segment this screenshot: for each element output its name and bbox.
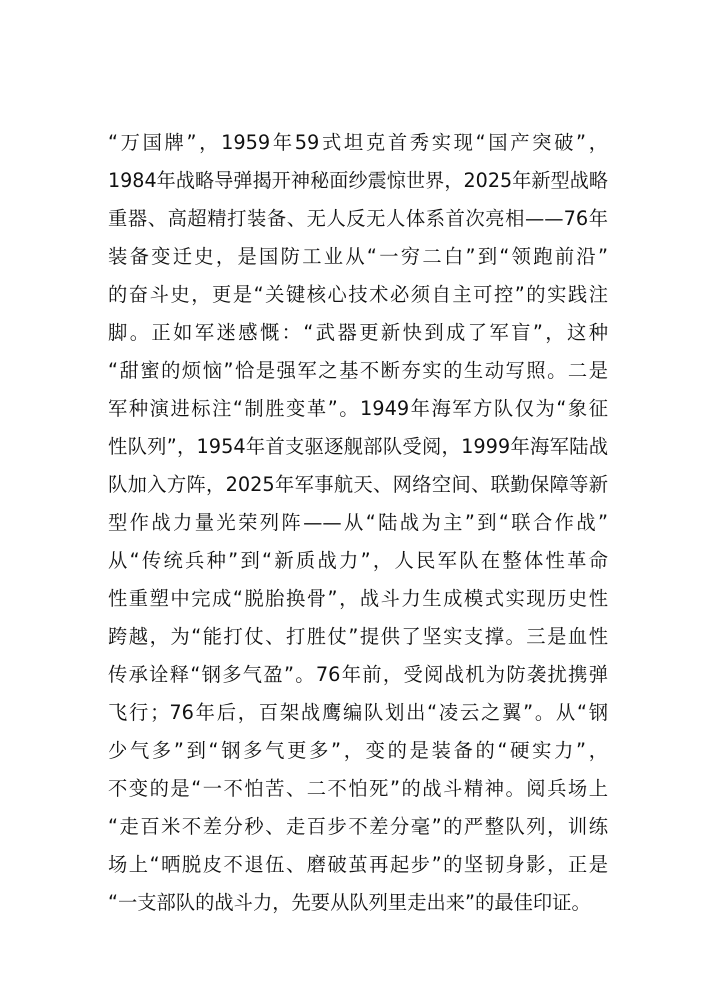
text-line: 军种演进标注“制胜变革”。1949年海军方队仅为“象征	[108, 397, 608, 420]
text-line: 队加入方阵，2025年军事航天、网络空间、联勤保障等新	[108, 473, 608, 496]
text-line: 重器、高超精打装备、无人反无人体系首次亮相——76年	[108, 207, 608, 230]
text-line: 性队列”，1954年首支驱逐舰部队受阅，1999年海军陆战	[108, 435, 608, 458]
text-line: “一支部队的战斗力，先要从队列里走出来”的最佳印证。	[108, 891, 591, 914]
text-line: 传承诠释“钢多气盈”。76年前，受阅战机为防袭扰携弹	[108, 663, 608, 686]
text-line: 型作战力量光荣列阵——从“陆战为主”到“联合作战”	[108, 511, 608, 534]
text-line: 跨越，为“能打仗、打胜仗”提供了坚实支撑。三是血性	[108, 625, 608, 648]
text-line: 性重塑中完成“脱胎换骨”，战斗力生成模式实现历史性	[108, 587, 608, 610]
text-line: “甜蜜的烦恼”恰是强军之基不断夯实的生动写照。二是	[108, 359, 608, 382]
text-line: 1984年战略导弹揭开神秘面纱震惊世界，2025年新型战略	[108, 169, 608, 192]
text-line: 从“传统兵种”到“新质战力”，人民军队在整体性革命	[108, 549, 608, 572]
text-line: “万国牌”，1959年59式坦克首秀实现“国产突破”，	[108, 131, 608, 154]
text-line: “走百米不差分秒、走百步不差分毫”的严整队列，训练	[108, 815, 608, 838]
text-line: 飞行；76年后，百架战鹰编队划出“凌云之翼”。从“钢	[108, 701, 608, 724]
text-line: 的奋斗史，更是“关键核心技术必须自主可控”的实践注	[108, 283, 608, 306]
text-line: 不变的是“一不怕苦、二不怕死”的战斗精神。阅兵场上	[108, 777, 608, 800]
text-line: 脚。正如军迷感慨：“武器更新快到成了军盲”，这种	[108, 321, 608, 344]
text-line: 少气多”到“钢多气更多”，变的是装备的“硬实力”，	[108, 739, 608, 762]
text-line: 场上“晒脱皮不退伍、磨破茧再起步”的坚韧身影，正是	[108, 853, 608, 876]
text-line: 装备变迁史，是国防工业从“一穷二白”到“领跑前沿”	[108, 245, 608, 268]
